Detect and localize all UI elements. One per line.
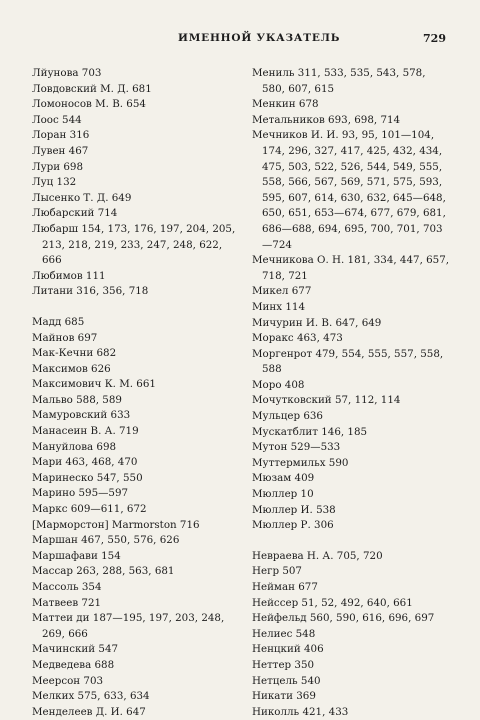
section-gap [252,534,450,549]
index-entry: Мечникова О. Н. 181, 334, 447, 657, 718, 721 [252,254,450,282]
index-entry: Манасеин В. А. 719 [32,425,139,438]
index-entry: Мамуровский 633 [32,409,131,422]
index-entry: Мелких 575, 633, 634 [32,690,150,703]
index-entry: Лури 698 [32,160,84,173]
index-entry: Маринеско 547, 550 [32,471,143,484]
index-entry: Мачинский 547 [32,643,119,656]
index-entry: Нетцель 540 [252,674,321,687]
index-entry: Маршафави 154 [32,549,121,562]
index-entry: Марино 595—597 [32,487,129,500]
index-entry: Лысенко Т. Д. 649 [32,191,132,204]
index-entry: Метальников 693, 698, 714 [252,113,401,126]
index-entry: Муттермильх 590 [252,456,349,469]
index-entry: Ломоносов М. В. 654 [32,98,146,111]
index-entry: Маттеи ди 187—195, 197, 203, 248, 269, 666 [32,612,225,640]
index-entry: Негр 507 [252,565,302,578]
index-entry: Мочутковский 57, 112, 114 [252,394,401,407]
index-entry: Нейссер 51, 52, 492, 640, 661 [252,596,413,609]
index-entry: Менделеев Д. И. 647 [32,705,146,718]
index-entry: Моргенрот 479, 554, 555, 557, 558, 588 [252,347,444,376]
index-entry: Лйунова 703 [32,67,102,79]
index-entry: Максимов 626 [32,362,111,375]
running-title: ИМЕННОЙ УКАЗАТЕЛЬ [178,32,341,44]
index-entry: Нейман 677 [252,581,318,593]
page-header [150,32,446,48]
index-entry: Маршан 467, 550, 576, 626 [32,534,180,547]
index-entry: Мениль 311, 533, 535, 543, 578, 580, 607, 615 [252,67,426,95]
index-entry: Мак-Кечни 682 [32,347,117,360]
index-entry: Минх 114 [252,300,306,313]
index-entry: Массоль 354 [32,581,102,593]
index-entry: Мечников И. И. 93, 95, 101—104, 174, 296, 327, 417, 425, 432, 434, 475, 503, 522, 526, 544, 549, 555, 558, 566, 567, 569, 571, 575, 593, 595, 607, 614, 630, 632, 645—648, 650, 651, 653—674, 677, 679, 681, 686—688, 694, 695, 700, 701, 703—724 [252,129,446,251]
index-entry: Николль 421, 433 [252,705,349,718]
index-entry: Мускатблит 146, 185 [252,425,368,438]
index-entry: Мюллер И. 538 [252,503,336,516]
index-entry: Нелиес 548 [252,627,316,640]
index-entry: Никати 369 [252,690,316,703]
index-entry: Ловдовский М. Д. 681 [32,82,152,95]
index-entry: Любарский 714 [32,207,118,220]
index-entry: Маркс 609—611, 672 [32,503,147,516]
index-entry: Массар 263, 288, 563, 681 [32,565,175,578]
index-entry: Медведева 688 [32,658,115,671]
entry-group [32,315,238,720]
entry-group [32,66,238,300]
index-entry: Мульцер 636 [252,410,323,423]
index-entry: Мануйлова 698 [32,440,117,453]
index-entry: Майнов 697 [32,331,98,344]
index-entry: Невраева Н. А. 705, 720 [252,549,383,562]
index-entry: Меерсон 703 [32,674,104,687]
index-entry: Мадд 685 [32,315,85,328]
index-entry: Лоос 544 [32,113,82,126]
index-entry: Ненцкий 406 [252,643,324,656]
index-entry: Мюзам 409 [252,472,315,485]
index-entry: Матвеев 721 [32,596,102,609]
entry-group [252,66,450,534]
index-entry: Любимов 111 [32,269,106,282]
index-entry: Любарш 154, 173, 176, 197, 204, 205, 213, 218, 219, 233, 247, 248, 622, 666 [32,222,236,267]
index-entry: Микел 677 [252,285,312,298]
index-entry: Мальво 588, 589 [32,393,122,406]
index-entry: Нейфельд 560, 590, 616, 696, 697 [252,612,435,625]
index-entry: Мюллер 10 [252,488,314,501]
index-entry: Неттер 350 [252,658,315,671]
index-entry: Луц 132 [32,176,77,189]
section-gap [32,300,238,315]
index-entry: Мюллер Р. 306 [252,519,334,532]
index-entry: Лоран 316 [32,129,90,142]
index-entry: Лувен 467 [32,144,89,157]
entry-group [252,549,450,720]
index-entry: Мутон 529—533 [252,441,341,454]
left-column [32,66,238,720]
index-entry: Менкин 678 [252,98,319,111]
page-number: 729 [423,32,446,45]
index-entry: Мичурин И. В. 647, 649 [252,316,382,329]
index-entry: Моракс 463, 473 [252,332,343,345]
index-entry: [Марморстон] Marmorston 716 [32,518,200,531]
index-entry: Максимович К. М. 661 [32,378,156,391]
right-column [252,66,450,720]
index-entry: Литани 316, 356, 718 [32,285,149,298]
index-entry: Моро 408 [252,378,305,391]
index-entry: Мари 463, 468, 470 [32,456,138,469]
